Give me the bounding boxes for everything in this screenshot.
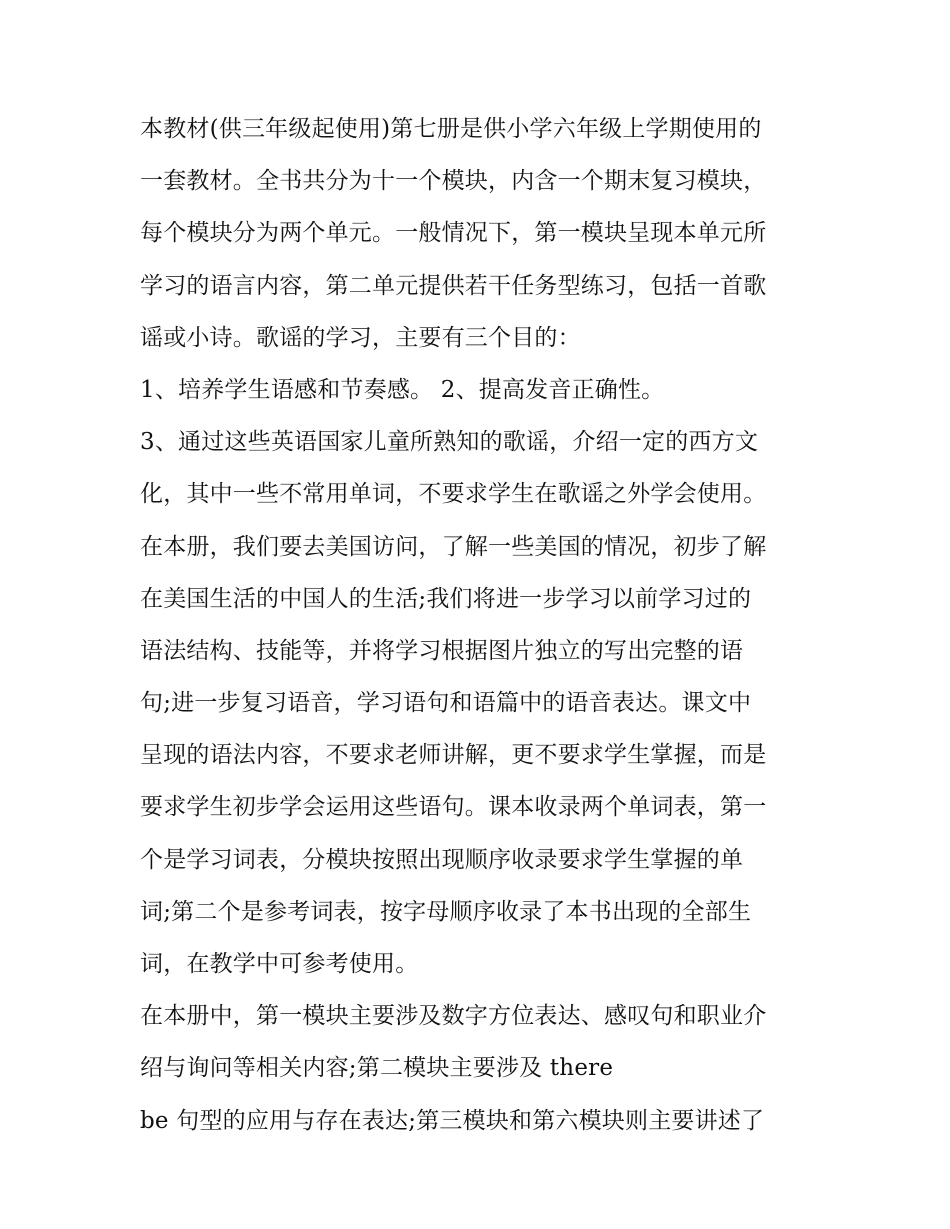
text-line: 个是学习词表，分模块按照出现顺序收录要求学生掌握的单 xyxy=(140,846,744,873)
text-line: 句;进一步复习语音，学习语句和语篇中的语音表达。课文中 xyxy=(140,690,752,717)
text-line: 绍与询问等相关内容;第二模块主要涉及 there xyxy=(140,1055,614,1082)
text-line: 呈现的语法内容，不要求老师讲解，更不要求学生掌握，而是 xyxy=(140,742,767,769)
text-line: 学习的语言内容，第二单元提供若干任务型练习，包括一首歌 xyxy=(140,272,767,299)
text-line: 要求学生初步学会运用这些语句。课本收录两个单词表，第一 xyxy=(140,794,767,821)
text-line: 每个模块分为两个单元。一般情况下，第一模块呈现本单元所 xyxy=(140,220,767,247)
text-line: 在本册中，第一模块主要涉及数字方位表达、感叹句和职业介 xyxy=(140,1003,767,1030)
text-line: 词，在教学中可参考使用。 xyxy=(140,951,419,977)
text-line: 词;第二个是参考词表，按字母顺序收录了本书出现的全部生 xyxy=(140,898,752,925)
text-line: 在本册，我们要去美国访问，了解一些美国的情况，初步了解 xyxy=(140,533,767,560)
text-line: 语法结构、技能等，并将学习根据图片独立的写出完整的语 xyxy=(140,637,744,664)
text-line: 本教材(供三年级起使用)第七册是供小学六年级上学期使用的 xyxy=(140,116,762,142)
text-line: 3、通过这些英语国家儿童所熟知的歌谣，介绍一定的西方文 xyxy=(140,429,759,456)
text-line: 在美国生活的中国人的生活;我们将进一步学习以前学习过的 xyxy=(140,585,752,612)
text-line: 谣或小诗。歌谣的学习，主要有三个目的： xyxy=(140,324,581,351)
text-line: 一套教材。全书共分为十一个模块，内含一个期末复习模块， xyxy=(140,168,767,195)
text-line: 化，其中一些不常用单词，不要求学生在歌谣之外学会使用。 xyxy=(140,481,767,508)
text-line: 1、培养学生语感和节奏感。 2、提高发音正确性。 xyxy=(140,376,665,403)
text-line: be 句型的应用与存在表达;第三模块和第六模块则主要讲述了 xyxy=(140,1107,765,1134)
body-text xyxy=(140,106,820,1150)
